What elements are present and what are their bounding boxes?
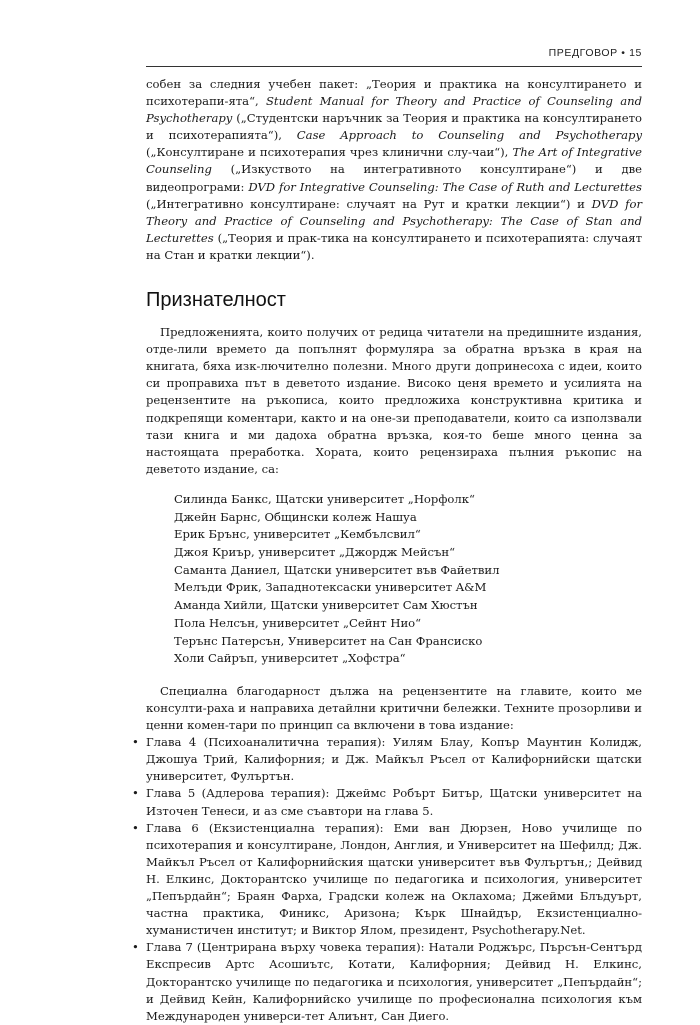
page-number: 15 <box>629 47 642 59</box>
reviewer-item: Саманта Даниел, Щатски университет във Файетвил <box>174 562 500 577</box>
intro-title-3: The Art of Integrative Counseling <box>146 145 643 177</box>
intro-text-2: („Студентски наръчник за Теория и практика на консултирането и психотерапията“), <box>146 111 642 143</box>
page-body <box>132 76 643 1025</box>
header-rule <box>146 66 642 67</box>
reviewer-item: Джейн Барнс, Общински колеж Нашуа <box>174 509 417 524</box>
bullet-icon: • <box>132 735 139 750</box>
reviewer-item: Терънс Патерсън, Университет на Сан Франсиско <box>174 633 483 648</box>
bullet-icon: • <box>132 940 139 955</box>
intro-title-2: Case Approach to Counseling and Psychotherapy <box>296 128 643 143</box>
reviewer-item: Мелъди Фрик, Западнотексаски университет A&M <box>174 580 487 595</box>
chapter-item <box>132 734 642 785</box>
chapter-item <box>132 820 642 940</box>
chapter-item-text: Глава 4 (Психоаналитична терапия): Уилям Блау, Копър Маунтин Колидж, Джошуа Трий, Калифорния; и Дж. Майкъл Ръсел от Калифорнийски щатски университет, Фулъртън. <box>146 735 642 784</box>
running-head <box>549 47 642 59</box>
intro-text-6: („Теория и прак-тика на консултирането и психотерапията: случаят на Стан и кратки лекции“). <box>146 230 642 262</box>
chapter-reviewer-list <box>132 734 642 1025</box>
chapter-item-text: Глава 6 (Екзистенциална терапия): Еми ван Дюрзен, Ново училище по психотерапия и консултиране, Лондон, Англия, и Университет на Шефилд; Дж. Майкъл Ръсел от Калифорнийския щатски университет във Фулъртън,; Дейвид Н. Елкинс, Докторантско училище по педагогика и психология, университет „Пепърдайн“; Браян Фарха, Градски колеж на Оклахома; Джейми Блъдуърт, частна практика, Финикс, Аризона; Кърк Шнайдър, Екзистенциално-хуманистичен институт; и Виктор Ялом, президент, Psychotherapy.Net. <box>146 820 642 938</box>
header-separator: • <box>621 47 626 59</box>
intro-text-4: („Изкуството на интегративното консултиране“) и две видеопрограми: <box>146 162 642 194</box>
bullet-icon: • <box>132 820 139 835</box>
intro-text-1: собен за следния учебен пакет: „Теория и практика на консултирането и психотерапи-ята“, <box>146 77 642 109</box>
reviewer-item: Холи Сайръп, университет „Хофстра“ <box>174 651 406 666</box>
acknowledgements-paragraph: Предложенията, които получих от редица читатели на предишните издания, отде-лили времето да попълнят формуляра за обратна връзка в края на книгата, бяха изк-лючително полезни. Много други допринесоха с идеи, които си проправиха път в деветото издание. Високо ценя времето и усилията на рецензентите на ръкописа, които предложиха конструктивна критика и подкрепящи коментари, както и на оне-зи преподаватели, които са използвали тази книга и ми дадоха обратна връзка, коя-то беше много ценна за настоящата преработка. Хората, които рецензираха пълния ръкопис на деветото издание, са: <box>146 325 642 476</box>
intro-title-5: DVD for Theory and Practice of Counseling and Psychotherapy: The Case of Stan and Lecturettes <box>146 196 642 245</box>
chapter-item <box>132 939 642 1024</box>
special-thanks-paragraph: Специална благодарност дължа на рецензентите на главите, които ме консулти-раха и направиха детайлни критични бележки. Техните прозорливи и ценни комен-тари по принцип са включени в това издание: <box>146 683 642 733</box>
intro-title-4: DVD for Integrative Counseling: The Case of Ruth and Lecturettes <box>248 179 642 194</box>
chapter-item-text: Глава 7 (Центрирана върху човека терапия): Натали Роджърс, Пърсън-Сентърд Експресив Артс Асошиътс, Котати, Калифорния; Дейвид Н. Елкинс, Докторантско училище по педагогика и психология, университет „Пепърдайн“; и Дейвид Кейн, Калифорнийско училище по професионална психология към Международен универси-тет Алиънт, Сан Диего. <box>146 940 642 1023</box>
intro-title-1: Student Manual for Theory and Practice of Counseling and Psychotherapy <box>146 94 643 126</box>
intro-text-3: („Консултиране и психотерапия чрез клинични слу-чаи“), <box>146 145 513 160</box>
reviewer-list <box>174 491 642 668</box>
reviewer-item: Силинда Банкс, Щатски университет „Норфолк“ <box>174 491 475 506</box>
chapter-item <box>132 785 642 819</box>
chapter-item-text: Глава 5 (Адлерова терапия): Джеймс Робърт Битър, Щатски университет на Източен Тенеси, и аз сме съавтори на глава 5. <box>146 786 642 818</box>
section-title: Признателност <box>146 289 286 312</box>
intro-text-5: („Интегративно консултиране: случаят на Рут и кратки лекции“) и <box>146 196 592 211</box>
reviewer-item: Ерик Брънс, университет „Кембълсвил“ <box>174 527 421 542</box>
reviewer-item: Джоя Криър, университет „Джордж Мейсън“ <box>174 544 456 559</box>
reviewer-item: Пола Нелсън, университет „Сейнт Нио“ <box>174 615 422 630</box>
intro-paragraph <box>146 76 642 264</box>
running-title: ПРЕДГОВОР <box>548 47 618 59</box>
reviewer-item: Аманда Хийли, Щатски университет Сам Хюстън <box>174 598 478 613</box>
bullet-icon: • <box>132 786 139 801</box>
